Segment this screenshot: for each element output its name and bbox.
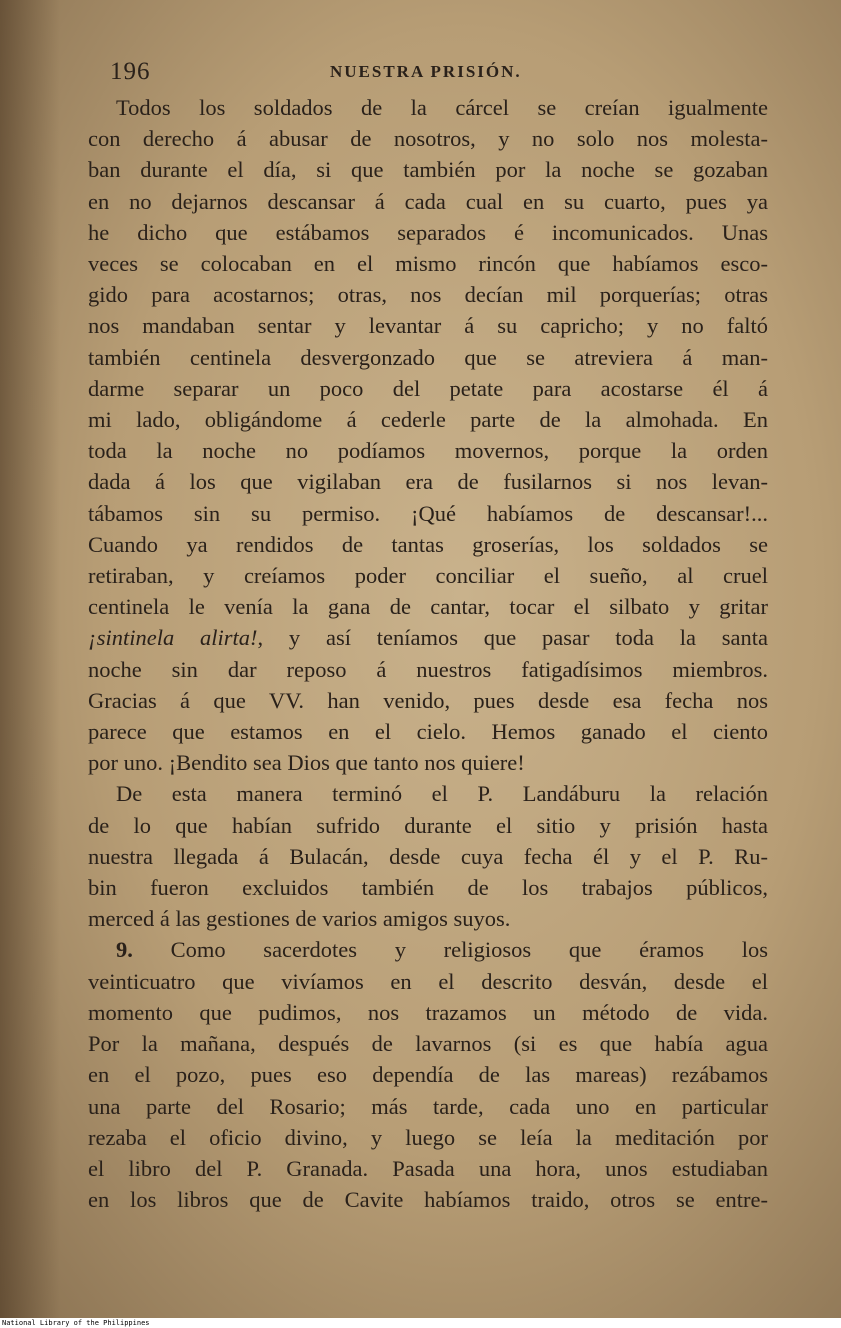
section-first-line-text: Como sacerdotes y religiosos que éramos los <box>170 937 768 963</box>
text-line: en el pozo, pues eso dependía de las mareas) rezábamos <box>88 1062 768 1088</box>
text-line: también centinela desvergonzado que se atreviera á man- <box>88 344 768 370</box>
text-line: Por la mañana, después de lavarnos (si es que había agua <box>88 1031 768 1057</box>
text-line: toda la noche no podíamos movernos, porque la orden <box>88 438 768 464</box>
library-watermark: National Library of the Philippines <box>2 1319 150 1327</box>
text-line: rezaba el oficio divino, y luego se leía la meditación por <box>88 1124 768 1150</box>
section-number: 9. <box>116 937 133 963</box>
text-line: De esta manera terminó el P. Landáburu la relación <box>116 781 768 807</box>
text-line: parece que estamos en el cielo. Hemos ganado el ciento <box>88 719 768 745</box>
text-line: Todos los soldados de la cárcel se creían igualmente <box>116 95 768 120</box>
page-number: 196 <box>110 58 151 85</box>
section-first-line <box>88 934 768 965</box>
text-line: de lo que habían sufrido durante el sitio y prisión hasta <box>88 812 768 838</box>
text-line: retiraban, y creíamos poder conciliar el sueño, al cruel <box>88 563 768 589</box>
text-line: he dicho que estábamos separados é incomunicados. Unas <box>88 219 768 245</box>
text-line: gido para acostarnos; otras, nos decían mil porquerías; otras <box>88 282 768 308</box>
text-line: en los libros que de Cavite habíamos traido, otros se entre- <box>88 1187 768 1213</box>
text-line: bin fueron excluidos también de los trabajos públicos, <box>88 875 768 901</box>
page-edge-shadow <box>0 0 60 1318</box>
text-line: el libro del P. Granada. Pasada una hora, unos estudiaban <box>88 1155 768 1181</box>
text-line: dada á los que vigilaban era de fusilarnos si nos levan- <box>88 469 768 495</box>
page-title: NUESTRA PRISIÓN. <box>330 62 522 81</box>
text-line: nos mandaban sentar y levantar á su capricho; y no faltó <box>88 313 768 339</box>
text-line: momento que pudimos, nos trazamos un método de vida. <box>88 999 768 1025</box>
text-line: Cuando ya rendidos de tantas groserías, los soldados se <box>88 531 768 557</box>
text-line-rest: , y así teníamos que pasar toda la santa <box>257 625 768 651</box>
text-line: darme separar un poco del petate para acostarse él á <box>88 375 768 401</box>
text-line: nuestra llegada á Bulacán, desde cuya fecha él y el P. Ru- <box>88 843 768 869</box>
italic-phrase: ¡sintinela alirta! <box>88 625 258 651</box>
text-line: veinticuatro que vivíamos en el descrito desván, desde el <box>88 968 768 994</box>
text-line: ban durante el día, si que también por la noche se gozaban <box>88 157 768 183</box>
text-line-with-italic <box>88 622 768 653</box>
text-line: noche sin dar reposo á nuestros fatigadísimos miembros. <box>88 656 768 682</box>
text-line: tábamos sin su permiso. ¡Qué habíamos de descansar!... <box>88 500 768 526</box>
text-line: una parte del Rosario; más tarde, cada uno en particular <box>88 1093 768 1119</box>
text-line: con derecho á abusar de nosotros, y no solo nos molesta- <box>88 126 768 152</box>
text-line: veces se colocaban en el mismo rincón que habíamos esco- <box>88 251 768 277</box>
text-line: por uno. ¡Bendito sea Dios que tanto nos quiere! <box>88 750 525 776</box>
text-line: merced á las gestiones de varios amigos suyos. <box>88 906 511 932</box>
text-line: Gracias á que VV. han venido, pues desde esa fecha nos <box>88 687 768 713</box>
text-line: en no dejarnos descansar á cada cual en su cuarto, pues ya <box>88 188 768 214</box>
text-line: mi lado, obligándome á cederle parte de la almohada. En <box>88 407 768 433</box>
body-text <box>88 92 768 1215</box>
text-line: centinela le venía la gana de cantar, tocar el silbato y gritar <box>88 594 768 620</box>
running-head <box>110 58 770 88</box>
